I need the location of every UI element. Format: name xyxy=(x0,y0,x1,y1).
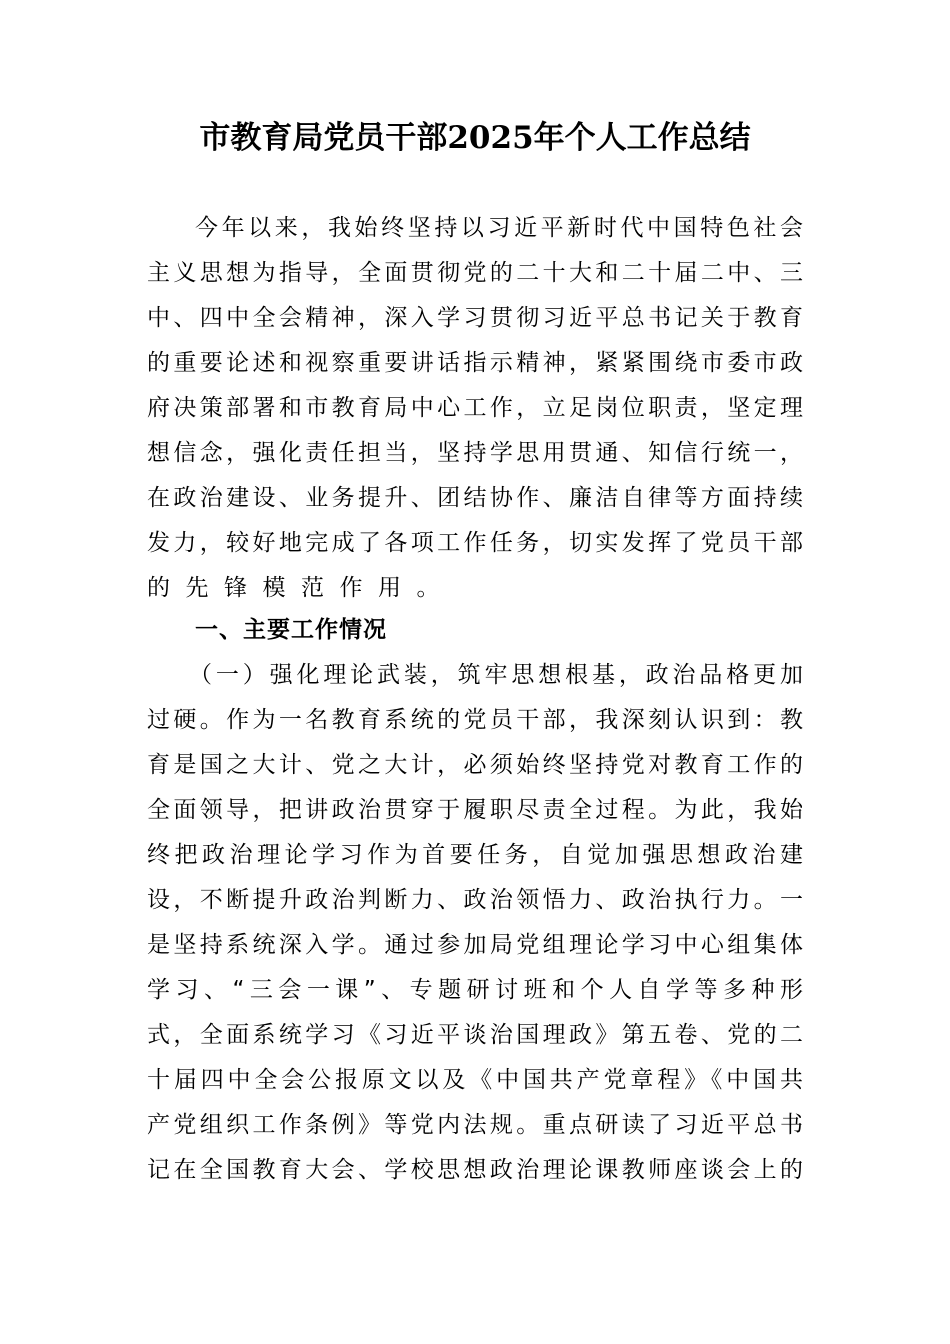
text-line: 的先锋模范作用。 xyxy=(147,575,455,601)
text-line: 中、四中全会精神，深入学习贯彻习近平总书记关于教育 xyxy=(147,305,803,331)
text-line: 设，不断提升政治判断力、政治领悟力、政治执行力。一 xyxy=(147,887,803,913)
text-line: （一）强化理论武装，筑牢思想根基，政治品格更加 xyxy=(189,662,803,688)
intro-paragraph xyxy=(147,206,803,611)
text-line: 式，全面系统学习《习近平谈治国理政》第五卷、党的二 xyxy=(147,1022,803,1048)
section-main-work xyxy=(147,608,803,1193)
text-line: 产党组织工作条例》等党内法规。重点研读了习近平总书 xyxy=(147,1112,803,1138)
text-line: 记在全国教育大会、学校思想政治理论课教师座谈会上的 xyxy=(147,1157,803,1183)
section-heading: 一、主要工作情况 xyxy=(195,617,387,643)
text-line: 育是国之大计、党之大计，必须始终坚持党对教育工作的 xyxy=(147,752,803,778)
text-line: 终把政治理论学习作为首要任务，自觉加强思想政治建 xyxy=(147,842,803,868)
text-line: 学习、“三会一课”、专题研讨班和个人自学等多种形 xyxy=(147,977,803,1003)
text-line: 是坚持系统深入学。通过参加局党组理论学习中心组集体 xyxy=(147,932,803,958)
text-line: 的重要论述和视察重要讲话指示精神，紧紧围绕市委市政 xyxy=(147,350,803,376)
text-line: 十届四中全会公报原文以及《中国共产党章程》《中国共 xyxy=(147,1067,803,1093)
text-line: 过硬。作为一名教育系统的党员干部，我深刻认识到：教 xyxy=(147,707,803,733)
text-line: 想信念，强化责任担当，坚持学思用贯通、知信行统一， xyxy=(147,440,803,466)
document-title: 市教育局党员干部2025年个人工作总结 xyxy=(199,120,751,156)
text-line: 主义思想为指导，全面贯彻党的二十大和二十届二中、三 xyxy=(147,260,803,286)
text-line: 今年以来，我始终坚持以习近平新时代中国特色社会 xyxy=(195,215,803,241)
text-line: 府决策部署和市教育局中心工作，立足岗位职责，坚定理 xyxy=(147,395,803,421)
text-line: 全面领导，把讲政治贯穿于履职尽责全过程。为此，我始 xyxy=(147,797,803,823)
text-line: 在政治建设、业务提升、团结协作、廉洁自律等方面持续 xyxy=(147,485,803,511)
text-line: 发力，较好地完成了各项工作任务，切实发挥了党员干部 xyxy=(147,530,803,556)
